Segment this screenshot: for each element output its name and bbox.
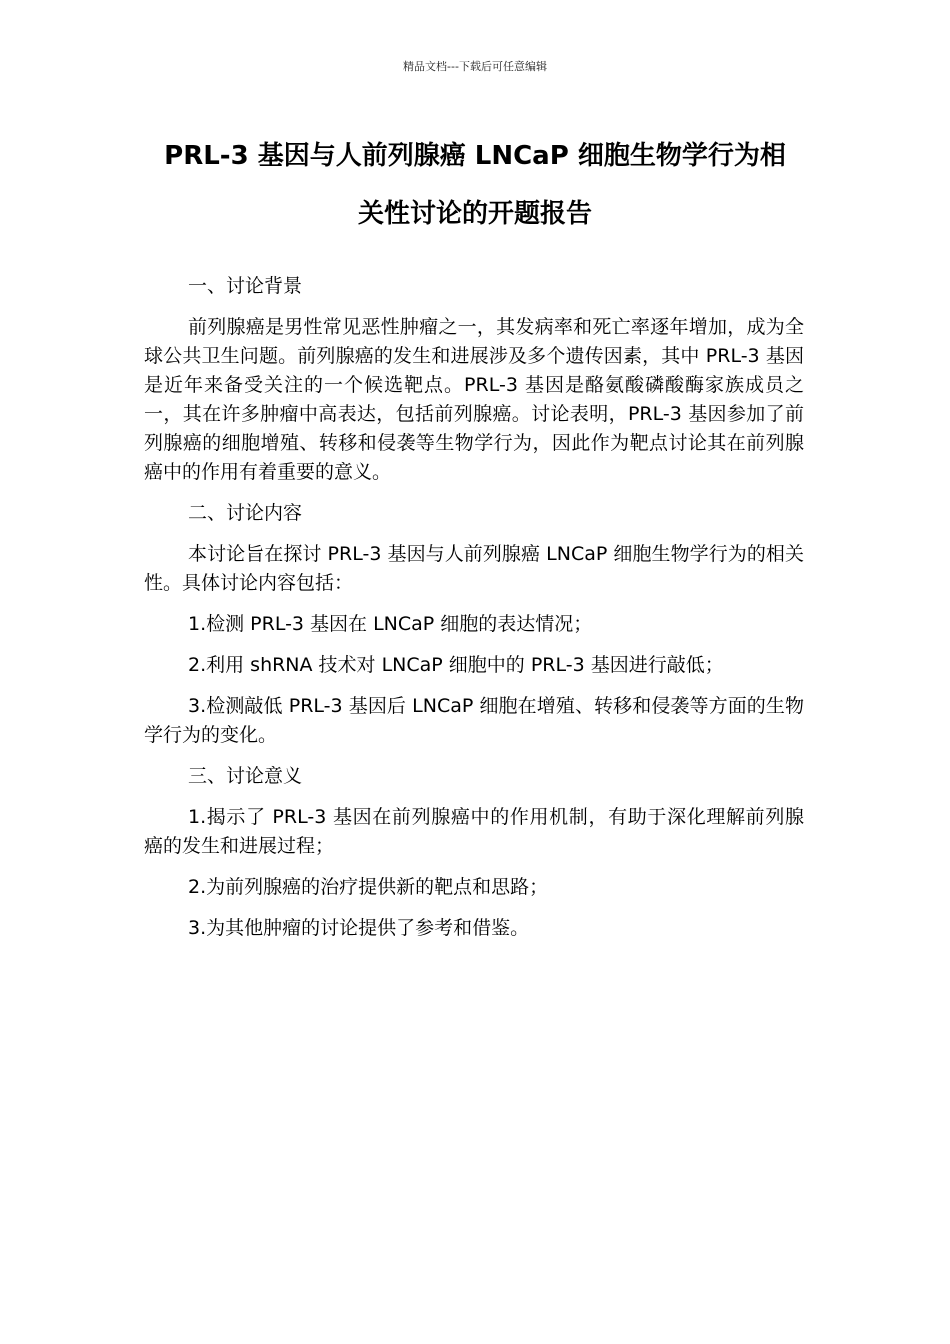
- list-item-content-2: 2.利用 shRNA 技术对 LNCaP 细胞中的 PRL-3 基因进行敲低；: [188, 654, 724, 676]
- list-item-significance-1: 1.揭示了 PRL-3 基因在前列腺癌中的作用机制，有助于深化理解前列腺癌的发生和进展过程；: [144, 806, 804, 857]
- list-item-content-3: 3.检测敲低 PRL-3 基因后 LNCaP 细胞在增殖、转移和侵袭等方面的生物学行为的变化。: [144, 695, 804, 746]
- section-heading-significance: 三、讨论意义: [188, 765, 303, 787]
- section-heading-background: 一、讨论背景: [188, 275, 303, 297]
- document-title-line-2: 关性讨论的开题报告: [357, 199, 592, 229]
- header-note: 精品文档---下载后可任意编辑: [403, 60, 547, 73]
- document-body: [144, 272, 804, 955]
- document-title-line-1: PRL-3 基因与人前列腺癌 LNCaP 细胞生物学行为相: [164, 141, 786, 171]
- list-item-significance-3: 3.为其他肿瘤的讨论提供了参考和借鉴。: [188, 917, 530, 939]
- paragraph-background: 前列腺癌是男性常见恶性肿瘤之一，其发病率和死亡率逐年增加，成为全球公共卫生问题。前列腺癌的发生和进展涉及多个遗传因素，其中 PRL-3 基因是近年来备受关注的一个候选靶点。PRL-3 基因是酪氨酸磷酸酶家族成员之一，其在许多肿瘤中高表达，包括前列腺癌。讨论表明，PRL-3 基因参加了前列腺癌的细胞增殖、转移和侵袭等生物学行为，因此作为靶点讨论其在前列腺癌中的作用有着重要的意义。: [144, 316, 804, 483]
- list-item-content-1: 1.检测 PRL-3 基因在 LNCaP 细胞的表达情况；: [188, 613, 593, 635]
- section-heading-content: 二、讨论内容: [188, 502, 303, 524]
- list-item-significance-2: 2.为前列腺癌的治疗提供新的靶点和思路；: [188, 876, 549, 898]
- paragraph-content-intro: 本讨论旨在探讨 PRL-3 基因与人前列腺癌 LNCaP 细胞生物学行为的相关性。具体讨论内容包括：: [144, 543, 804, 594]
